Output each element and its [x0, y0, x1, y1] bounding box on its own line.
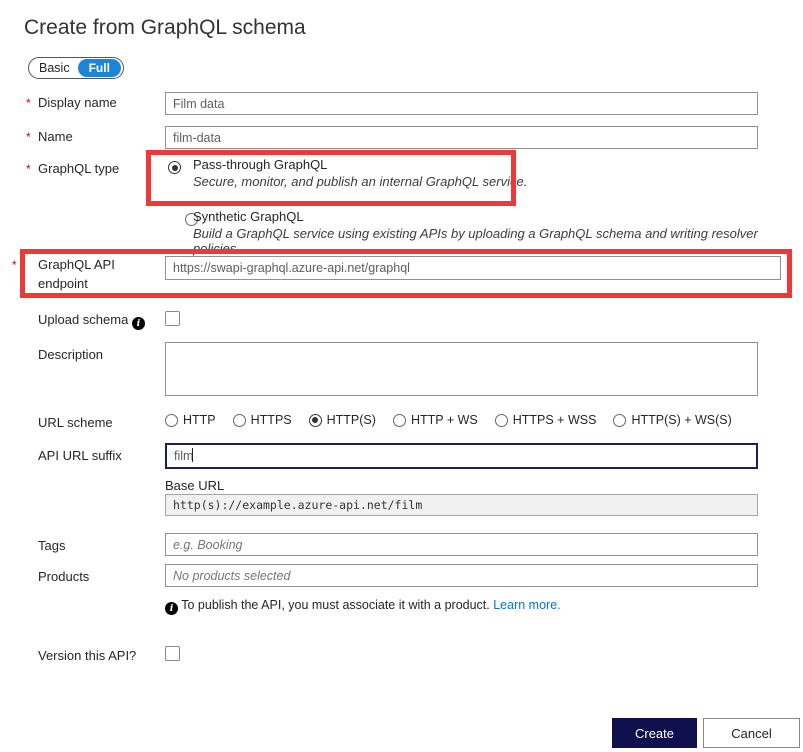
- toggle-basic[interactable]: Basic: [39, 61, 70, 75]
- upload-schema-label: [38, 312, 145, 330]
- learn-more-link[interactable]: Learn more.: [493, 598, 561, 612]
- endpoint-label-line2: endpoint: [38, 276, 88, 291]
- http-label: HTTP: [183, 413, 216, 427]
- required-asterisk: *: [26, 96, 31, 110]
- description-label: Description: [38, 347, 104, 362]
- description-textarea[interactable]: [165, 342, 758, 396]
- tags-input[interactable]: [165, 533, 758, 556]
- api-url-suffix-label: API URL suffix: [38, 448, 122, 463]
- required-asterisk: *: [26, 130, 31, 144]
- display-name-input[interactable]: [165, 92, 758, 115]
- base-url-label: Base URL: [165, 478, 225, 493]
- url-scheme-option-http[interactable]: [165, 413, 216, 427]
- passthrough-label[interactable]: Pass-through GraphQL: [193, 157, 328, 172]
- endpoint-input[interactable]: [165, 256, 781, 280]
- http-s-ws-s-label: HTTP(S) + WS(S): [631, 413, 732, 427]
- http-radio[interactable]: [165, 414, 178, 427]
- url-scheme-option-http-s[interactable]: [309, 413, 376, 427]
- upload-schema-checkbox[interactable]: [165, 311, 180, 326]
- basic-full-toggle[interactable]: [28, 57, 124, 79]
- version-checkbox[interactable]: [165, 646, 180, 661]
- products-note: [165, 598, 561, 615]
- tags-label: Tags: [38, 538, 66, 553]
- name-input[interactable]: [165, 126, 758, 149]
- info-icon: i: [132, 317, 145, 330]
- version-label: Version this API?: [38, 648, 137, 663]
- https-radio[interactable]: [233, 414, 246, 427]
- url-scheme-option-http-ws[interactable]: [393, 413, 478, 427]
- http-s-ws-s-radio[interactable]: [613, 414, 626, 427]
- required-asterisk: *: [12, 258, 17, 272]
- products-note-text: To publish the API, you must associate it with a product.: [181, 598, 490, 612]
- url-scheme-option-http-s-ws-s[interactable]: [613, 413, 731, 427]
- toggle-full[interactable]: Full: [78, 59, 121, 77]
- required-asterisk: *: [26, 162, 31, 176]
- upload-schema-label-text: Upload schema: [38, 312, 129, 327]
- https-wss-label: HTTPS + WSS: [512, 413, 597, 427]
- endpoint-label-line1: GraphQL API: [38, 257, 115, 272]
- synthetic-description: Build a GraphQL service using existing APIs by uploading a GraphQL schema and writing resolver policies.: [193, 226, 758, 256]
- page-title: Create from GraphQL schema: [24, 16, 306, 39]
- passthrough-description: Secure, monitor, and publish an internal GraphQL service.: [193, 174, 528, 189]
- name-label: Name: [38, 129, 73, 144]
- base-url-field: [165, 494, 758, 516]
- http-s-radio[interactable]: [309, 414, 322, 427]
- http-s-label: HTTP(S): [326, 413, 376, 427]
- text-cursor: [192, 448, 193, 462]
- url-scheme-option-https[interactable]: [233, 413, 292, 427]
- http-ws-radio[interactable]: [393, 414, 406, 427]
- url-scheme-label: URL scheme: [38, 415, 113, 430]
- create-button[interactable]: Create: [612, 718, 697, 748]
- products-input[interactable]: [165, 564, 758, 587]
- passthrough-radio[interactable]: [168, 161, 181, 174]
- info-icon: i: [165, 602, 178, 615]
- cancel-button[interactable]: Cancel: [703, 718, 800, 748]
- synthetic-label[interactable]: Synthetic GraphQL: [193, 209, 304, 224]
- api-url-suffix-input[interactable]: [165, 443, 758, 469]
- display-name-label: Display name: [38, 95, 117, 110]
- url-scheme-option-https-wss[interactable]: [495, 413, 597, 427]
- https-label: HTTPS: [250, 413, 292, 427]
- graphql-type-label: GraphQL type: [38, 161, 120, 176]
- https-wss-radio[interactable]: [495, 414, 508, 427]
- url-scheme-options: [165, 413, 732, 427]
- products-label: Products: [38, 569, 90, 584]
- http-ws-label: HTTP + WS: [410, 413, 478, 427]
